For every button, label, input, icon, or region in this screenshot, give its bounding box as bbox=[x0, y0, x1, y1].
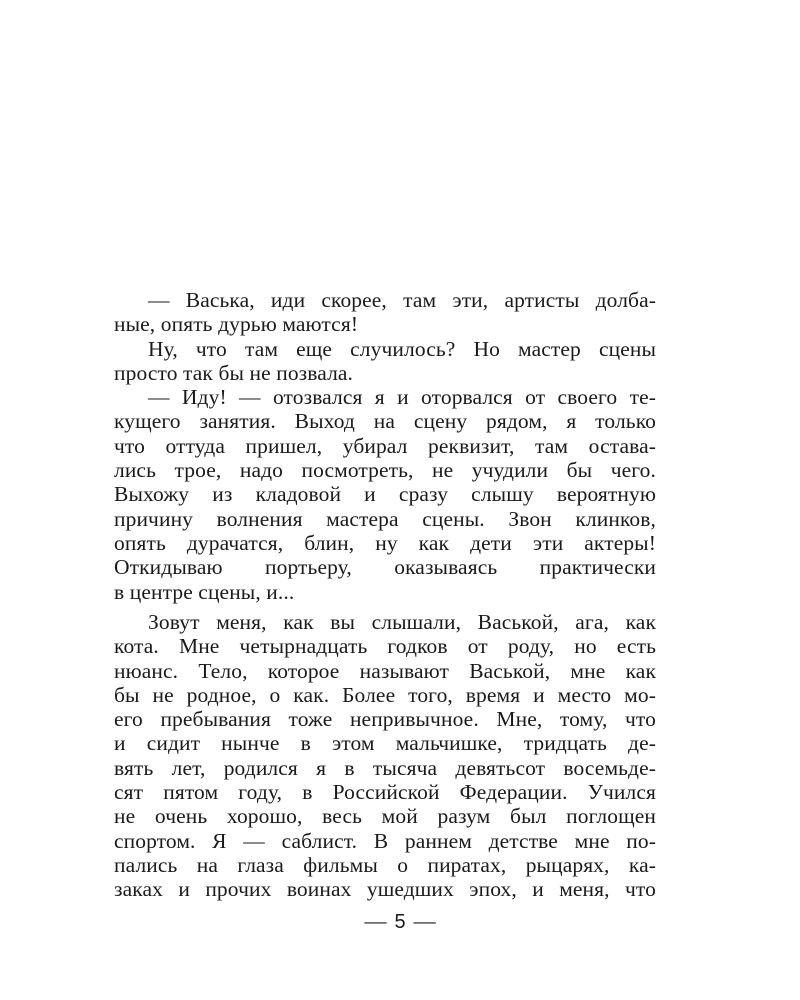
text-line: не очень хорошо, весь мой разум был поглощен bbox=[114, 804, 656, 829]
text-line: заках и прочих воинах ушедших эпох, и меня, что bbox=[114, 877, 656, 902]
paragraph-narration bbox=[114, 610, 656, 902]
text-line: лись трое, надо посмотреть, не учудили бы чего. bbox=[114, 458, 656, 483]
page-number: 5 bbox=[394, 911, 406, 933]
footer-dash-right: — bbox=[413, 908, 436, 933]
text-line: пались на глаза фильмы о пиратах, рыцарях, ка- bbox=[114, 852, 656, 877]
text-line: Откидываю портьеру, оказываясь практически bbox=[114, 555, 656, 580]
text-line: вять лет, родился я в тысяча девятьсот восемьде- bbox=[114, 755, 656, 780]
text-line: Ну, что там еще случилось? Но мастер сцены bbox=[148, 336, 656, 361]
text-line: — Иду! — отозвался я и оторвался от своего те- bbox=[148, 385, 656, 410]
text-line: кота. Мне четырнадцать годков от роду, но есть bbox=[114, 634, 656, 659]
text-line: Выхожу из кладовой и сразу слышу вероятную bbox=[114, 482, 656, 507]
text-line: сят пятом году, в Российской Федерации. Учился bbox=[114, 780, 656, 805]
text-line: его пребывания тоже непривычное. Мне, тому, что bbox=[114, 707, 656, 732]
text-line: что оттуда пришел, убирал реквизит, там остава- bbox=[114, 433, 656, 458]
text-line: нюанс. Тело, которое называют Васькой, мне как bbox=[114, 658, 656, 683]
text-line: кущего занятия. Выход на сцену рядом, я только bbox=[114, 409, 656, 434]
paragraph-group-dialogue bbox=[114, 288, 656, 604]
text-line: опять дурачатся, блин, ну как дети эти актеры! bbox=[114, 530, 656, 555]
text-line: и сидит нынче в этом мальчишке, тридцать де- bbox=[114, 731, 656, 756]
page-footer bbox=[0, 908, 800, 935]
text-line: ные, опять дурью маются! bbox=[114, 312, 359, 337]
footer-dash-left: — bbox=[364, 908, 387, 933]
text-line: в центре сцены, и... bbox=[114, 579, 295, 604]
text-line: — Васька, иди скорее, там эти, артисты долба- bbox=[148, 288, 656, 312]
text-line: просто так бы не позвала. bbox=[114, 360, 354, 385]
text-line: бы не родное, о как. Более того, время и место мо- bbox=[114, 682, 656, 707]
text-line: причину волнения мастера сцены. Звон клинков, bbox=[114, 506, 656, 531]
text-line: Зовут меня, как вы слышали, Васькой, ага, как bbox=[148, 610, 656, 634]
text-line: спортом. Я — саблист. В раннем детстве мне по- bbox=[114, 828, 656, 853]
